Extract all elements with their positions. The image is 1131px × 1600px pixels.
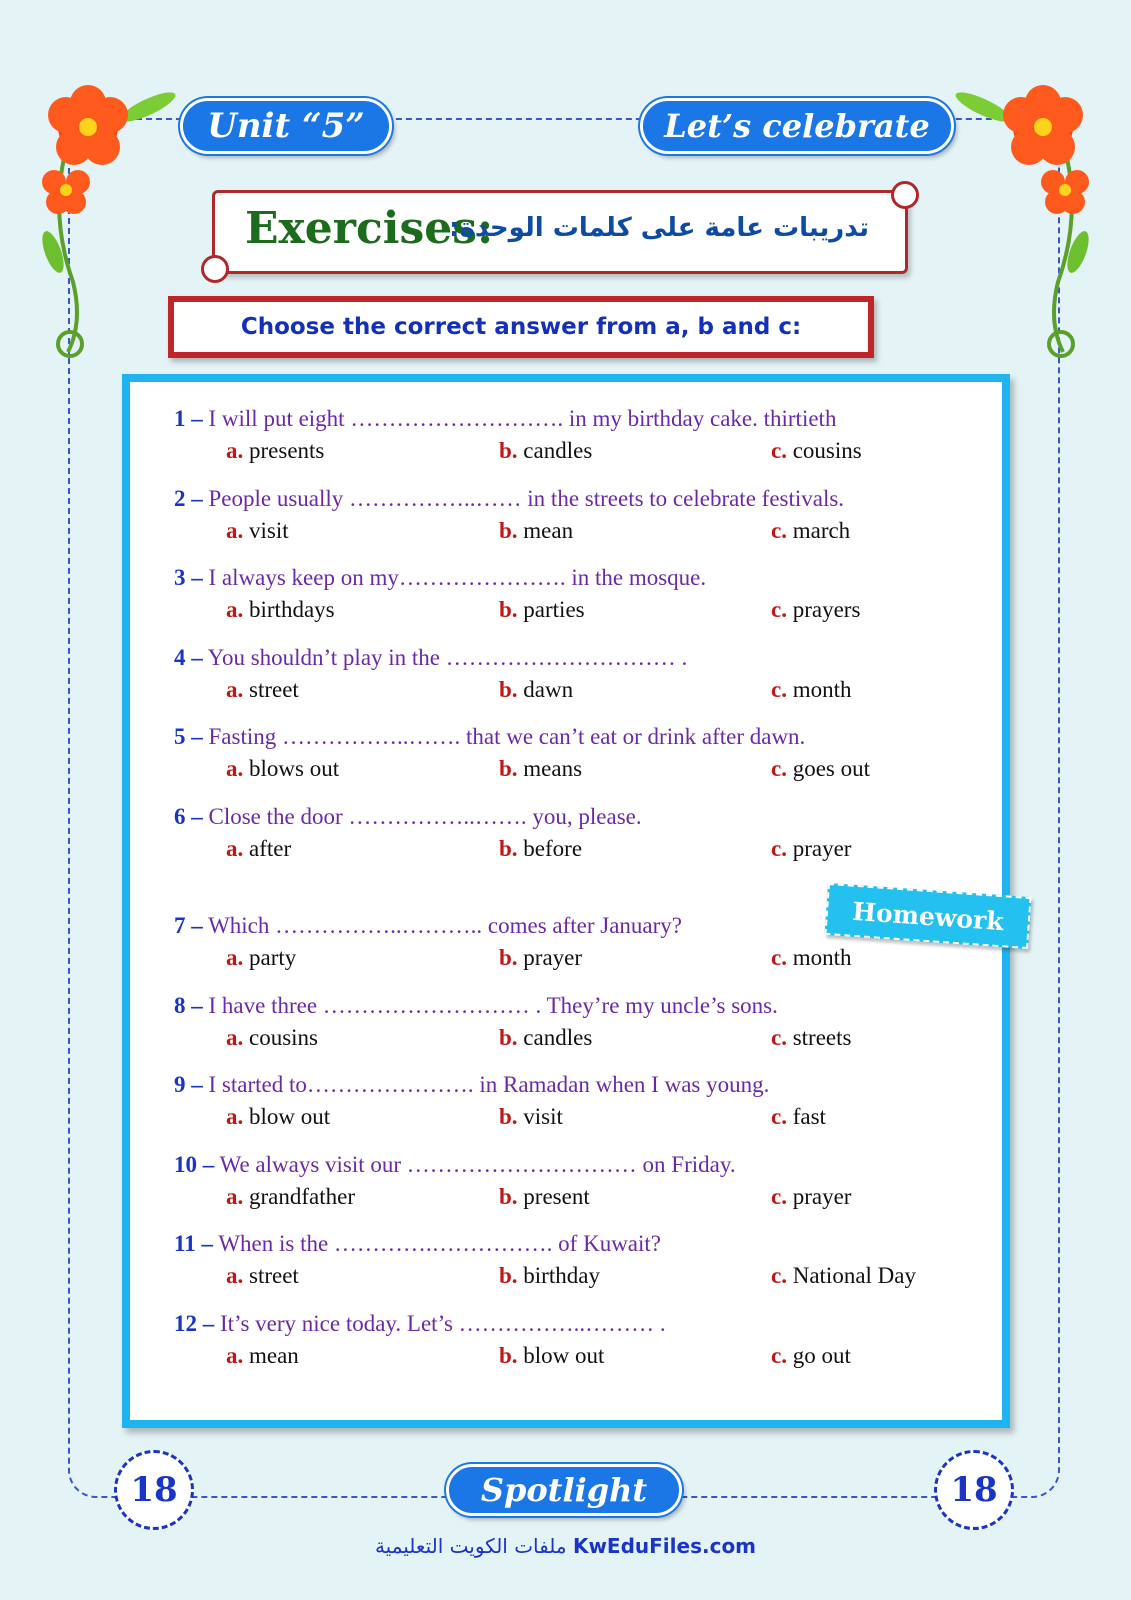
site-arabic: ملفات الكويت التعليمية bbox=[374, 1534, 567, 1558]
option-letter: b. bbox=[499, 945, 518, 970]
question-sentence: Close the door ……………..……. you, please. bbox=[202, 804, 642, 829]
option-a[interactable] bbox=[226, 597, 335, 623]
option-text: presents bbox=[249, 438, 325, 463]
option-b[interactable] bbox=[499, 756, 582, 782]
option-text: mean bbox=[249, 1343, 299, 1368]
option-text: dawn bbox=[523, 677, 574, 702]
option-text: after bbox=[249, 836, 292, 861]
option-b[interactable] bbox=[499, 597, 585, 623]
option-letter: c. bbox=[771, 597, 787, 622]
question-number: 1 – bbox=[174, 406, 203, 431]
option-a[interactable] bbox=[226, 1025, 318, 1051]
option-text: mean bbox=[523, 518, 574, 543]
question-sentence: Which ……………..……….. comes after January? bbox=[202, 913, 683, 938]
scroll-curl-icon bbox=[201, 255, 229, 283]
option-letter: b. bbox=[499, 677, 518, 702]
question-sentence: You shouldn’t play in the ………………………… . bbox=[202, 645, 688, 670]
question-sentence: It’s very nice today. Let’s ……………..……… . bbox=[214, 1311, 666, 1336]
unit-label: Unit “5” bbox=[180, 98, 392, 154]
option-letter: b. bbox=[499, 597, 518, 622]
answer-options bbox=[174, 945, 984, 977]
option-c[interactable] bbox=[771, 1343, 851, 1369]
question-item bbox=[174, 1231, 984, 1295]
question-text bbox=[174, 645, 984, 671]
question-text bbox=[174, 724, 984, 750]
answer-options bbox=[174, 1104, 984, 1136]
answer-options bbox=[174, 1025, 984, 1057]
question-text bbox=[174, 993, 984, 1019]
question-item bbox=[174, 1072, 984, 1136]
question-number: 5 – bbox=[174, 724, 203, 749]
option-b[interactable] bbox=[499, 945, 582, 971]
question-sentence: I started to…………………. in Ramadan when I was young. bbox=[202, 1072, 770, 1097]
option-letter: a. bbox=[226, 1263, 244, 1288]
option-letter: c. bbox=[771, 1025, 787, 1050]
answer-options bbox=[174, 756, 984, 788]
option-a[interactable] bbox=[226, 1104, 330, 1130]
option-letter: c. bbox=[771, 836, 787, 861]
option-text: before bbox=[523, 836, 583, 861]
unit-topic-title: Let’s celebrate bbox=[640, 98, 954, 154]
instruction-box: Choose the correct answer from a, b and c: bbox=[168, 296, 874, 358]
question-item bbox=[174, 406, 984, 470]
question-text bbox=[174, 406, 984, 432]
option-text: visit bbox=[249, 518, 289, 543]
option-text: candles bbox=[523, 438, 593, 463]
question-text bbox=[174, 486, 984, 512]
option-c[interactable] bbox=[771, 1263, 916, 1289]
answer-options bbox=[174, 518, 984, 550]
option-text: blow out bbox=[249, 1104, 331, 1129]
option-a[interactable] bbox=[226, 677, 299, 703]
option-letter: c. bbox=[771, 1263, 787, 1288]
option-a[interactable] bbox=[226, 836, 291, 862]
option-b[interactable] bbox=[499, 518, 573, 544]
option-letter: b. bbox=[499, 1025, 518, 1050]
question-item bbox=[174, 993, 984, 1057]
option-text: visit bbox=[523, 1104, 563, 1129]
option-letter: a. bbox=[226, 756, 244, 781]
option-letter: b. bbox=[499, 1184, 518, 1209]
option-text: go out bbox=[792, 1343, 851, 1368]
exercises-title: Exercises: bbox=[245, 203, 494, 254]
option-text: prayer bbox=[792, 1184, 852, 1209]
option-letter: a. bbox=[226, 1184, 244, 1209]
option-text: cousins bbox=[792, 438, 862, 463]
question-number: 8 – bbox=[174, 993, 203, 1018]
option-text: National Day bbox=[792, 1263, 916, 1288]
option-a[interactable] bbox=[226, 518, 289, 544]
option-letter: b. bbox=[499, 1263, 518, 1288]
question-item bbox=[174, 724, 984, 788]
option-letter: a. bbox=[226, 1104, 244, 1129]
option-c[interactable] bbox=[771, 597, 860, 623]
page-number-right: 18 bbox=[934, 1450, 1014, 1530]
option-a[interactable] bbox=[226, 945, 296, 971]
option-text: fast bbox=[792, 1104, 826, 1129]
answer-options bbox=[174, 677, 984, 709]
question-sentence: I will put eight ………………………. in my birthday cake. thirtieth bbox=[202, 406, 837, 431]
option-letter: a. bbox=[226, 945, 244, 970]
site-link[interactable]: KwEduFiles.com bbox=[572, 1534, 757, 1558]
option-letter: c. bbox=[771, 518, 787, 543]
option-letter: c. bbox=[771, 438, 787, 463]
option-letter: b. bbox=[499, 438, 518, 463]
page-number-left: 18 bbox=[114, 1450, 194, 1530]
option-c[interactable] bbox=[771, 1184, 851, 1210]
option-text: candles bbox=[523, 1025, 593, 1050]
option-b[interactable] bbox=[499, 1343, 604, 1369]
option-a[interactable] bbox=[226, 1263, 299, 1289]
option-b[interactable] bbox=[499, 1025, 592, 1051]
option-text: party bbox=[249, 945, 297, 970]
option-letter: b. bbox=[499, 836, 518, 861]
option-text: month bbox=[792, 677, 852, 702]
question-sentence: People usually ……………..…… in the streets to celebrate festivals. bbox=[202, 486, 845, 511]
footer-site bbox=[0, 1534, 1131, 1558]
flower-decoration-left-icon bbox=[28, 72, 178, 362]
option-text: march bbox=[792, 518, 851, 543]
question-item bbox=[174, 486, 984, 550]
question-number: 9 – bbox=[174, 1072, 203, 1097]
option-text: prayers bbox=[792, 597, 861, 622]
question-number: 10 – bbox=[174, 1152, 215, 1177]
option-text: cousins bbox=[249, 1025, 318, 1050]
answer-options bbox=[174, 836, 984, 868]
question-sentence: I have three ……………………… . They’re my uncle’s sons. bbox=[202, 993, 778, 1018]
option-a[interactable] bbox=[226, 1184, 355, 1210]
question-sentence: Fasting ……………..……. that we can’t eat or drink after dawn. bbox=[202, 724, 806, 749]
question-sentence: I always keep on my…………………. in the mosque. bbox=[202, 565, 707, 590]
option-text: grandfather bbox=[249, 1184, 355, 1209]
flower-decoration-right-icon bbox=[953, 72, 1103, 362]
option-text: street bbox=[249, 677, 299, 702]
option-text: goes out bbox=[792, 756, 871, 781]
option-b[interactable] bbox=[499, 1104, 563, 1130]
option-letter: c. bbox=[771, 945, 787, 970]
option-c[interactable] bbox=[771, 518, 850, 544]
exercises-banner bbox=[212, 190, 908, 274]
option-letter: c. bbox=[771, 1343, 787, 1368]
option-a[interactable] bbox=[226, 756, 339, 782]
question-item bbox=[174, 645, 984, 709]
question-number: 7 – bbox=[174, 913, 203, 938]
option-text: birthdays bbox=[249, 597, 335, 622]
option-b[interactable] bbox=[499, 438, 592, 464]
option-a[interactable] bbox=[226, 1343, 299, 1369]
option-c[interactable] bbox=[771, 1025, 851, 1051]
question-item bbox=[174, 565, 984, 629]
option-letter: a. bbox=[226, 597, 244, 622]
option-letter: c. bbox=[771, 1184, 787, 1209]
question-item bbox=[174, 1311, 984, 1375]
option-text: blow out bbox=[523, 1343, 605, 1368]
question-text bbox=[174, 1231, 984, 1257]
option-c[interactable] bbox=[771, 1104, 826, 1130]
question-text bbox=[174, 1311, 984, 1337]
option-c[interactable] bbox=[771, 836, 851, 862]
question-text bbox=[174, 804, 984, 830]
option-b[interactable] bbox=[499, 1184, 590, 1210]
option-b[interactable] bbox=[499, 1263, 600, 1289]
book-title: Spotlight bbox=[446, 1464, 682, 1516]
question-text bbox=[174, 1072, 984, 1098]
option-letter: c. bbox=[771, 756, 787, 781]
answer-options bbox=[174, 1343, 984, 1375]
option-text: birthday bbox=[523, 1263, 600, 1288]
option-letter: a. bbox=[226, 836, 244, 861]
question-number: 12 – bbox=[174, 1311, 215, 1336]
option-letter: b. bbox=[499, 1343, 518, 1368]
question-number: 2 – bbox=[174, 486, 203, 511]
question-item bbox=[174, 804, 984, 868]
option-c[interactable] bbox=[771, 677, 852, 703]
scroll-curl-icon bbox=[891, 181, 919, 209]
option-letter: a. bbox=[226, 1343, 244, 1368]
option-text: means bbox=[523, 756, 583, 781]
option-b[interactable] bbox=[499, 677, 573, 703]
option-text: month bbox=[792, 945, 852, 970]
question-item bbox=[174, 1152, 984, 1216]
question-number: 11 – bbox=[174, 1231, 213, 1256]
homework-badge: Homework bbox=[824, 883, 1031, 949]
question-sentence: We always visit our ………………………… on Friday. bbox=[214, 1152, 736, 1177]
question-sentence: When is the ………….……………. of Kuwait? bbox=[212, 1231, 662, 1256]
option-c[interactable] bbox=[771, 438, 862, 464]
option-c[interactable] bbox=[771, 756, 870, 782]
question-number: 3 – bbox=[174, 565, 203, 590]
option-letter: a. bbox=[226, 677, 244, 702]
answer-options bbox=[174, 438, 984, 470]
option-letter: a. bbox=[226, 438, 244, 463]
option-a[interactable] bbox=[226, 438, 324, 464]
option-text: street bbox=[249, 1263, 299, 1288]
option-letter: b. bbox=[499, 1104, 518, 1129]
option-b[interactable] bbox=[499, 836, 582, 862]
option-letter: a. bbox=[226, 518, 244, 543]
question-text bbox=[174, 1152, 984, 1178]
question-number: 6 – bbox=[174, 804, 203, 829]
option-text: present bbox=[523, 1184, 590, 1209]
option-text: prayer bbox=[792, 836, 852, 861]
question-number: 4 – bbox=[174, 645, 203, 670]
option-letter: a. bbox=[226, 1025, 244, 1050]
option-letter: b. bbox=[499, 756, 518, 781]
answer-options bbox=[174, 597, 984, 629]
option-letter: b. bbox=[499, 518, 518, 543]
option-letter: c. bbox=[771, 1104, 787, 1129]
option-text: prayer bbox=[523, 945, 583, 970]
option-c[interactable] bbox=[771, 945, 852, 971]
exercises-arabic-subtitle: تدريبات عامة على كلمات الوحدة: bbox=[449, 213, 869, 243]
option-text: streets bbox=[792, 1025, 852, 1050]
question-text bbox=[174, 565, 984, 591]
answer-options bbox=[174, 1263, 984, 1295]
option-letter: c. bbox=[771, 677, 787, 702]
option-text: parties bbox=[523, 597, 585, 622]
option-text: blows out bbox=[249, 756, 340, 781]
answer-options bbox=[174, 1184, 984, 1216]
